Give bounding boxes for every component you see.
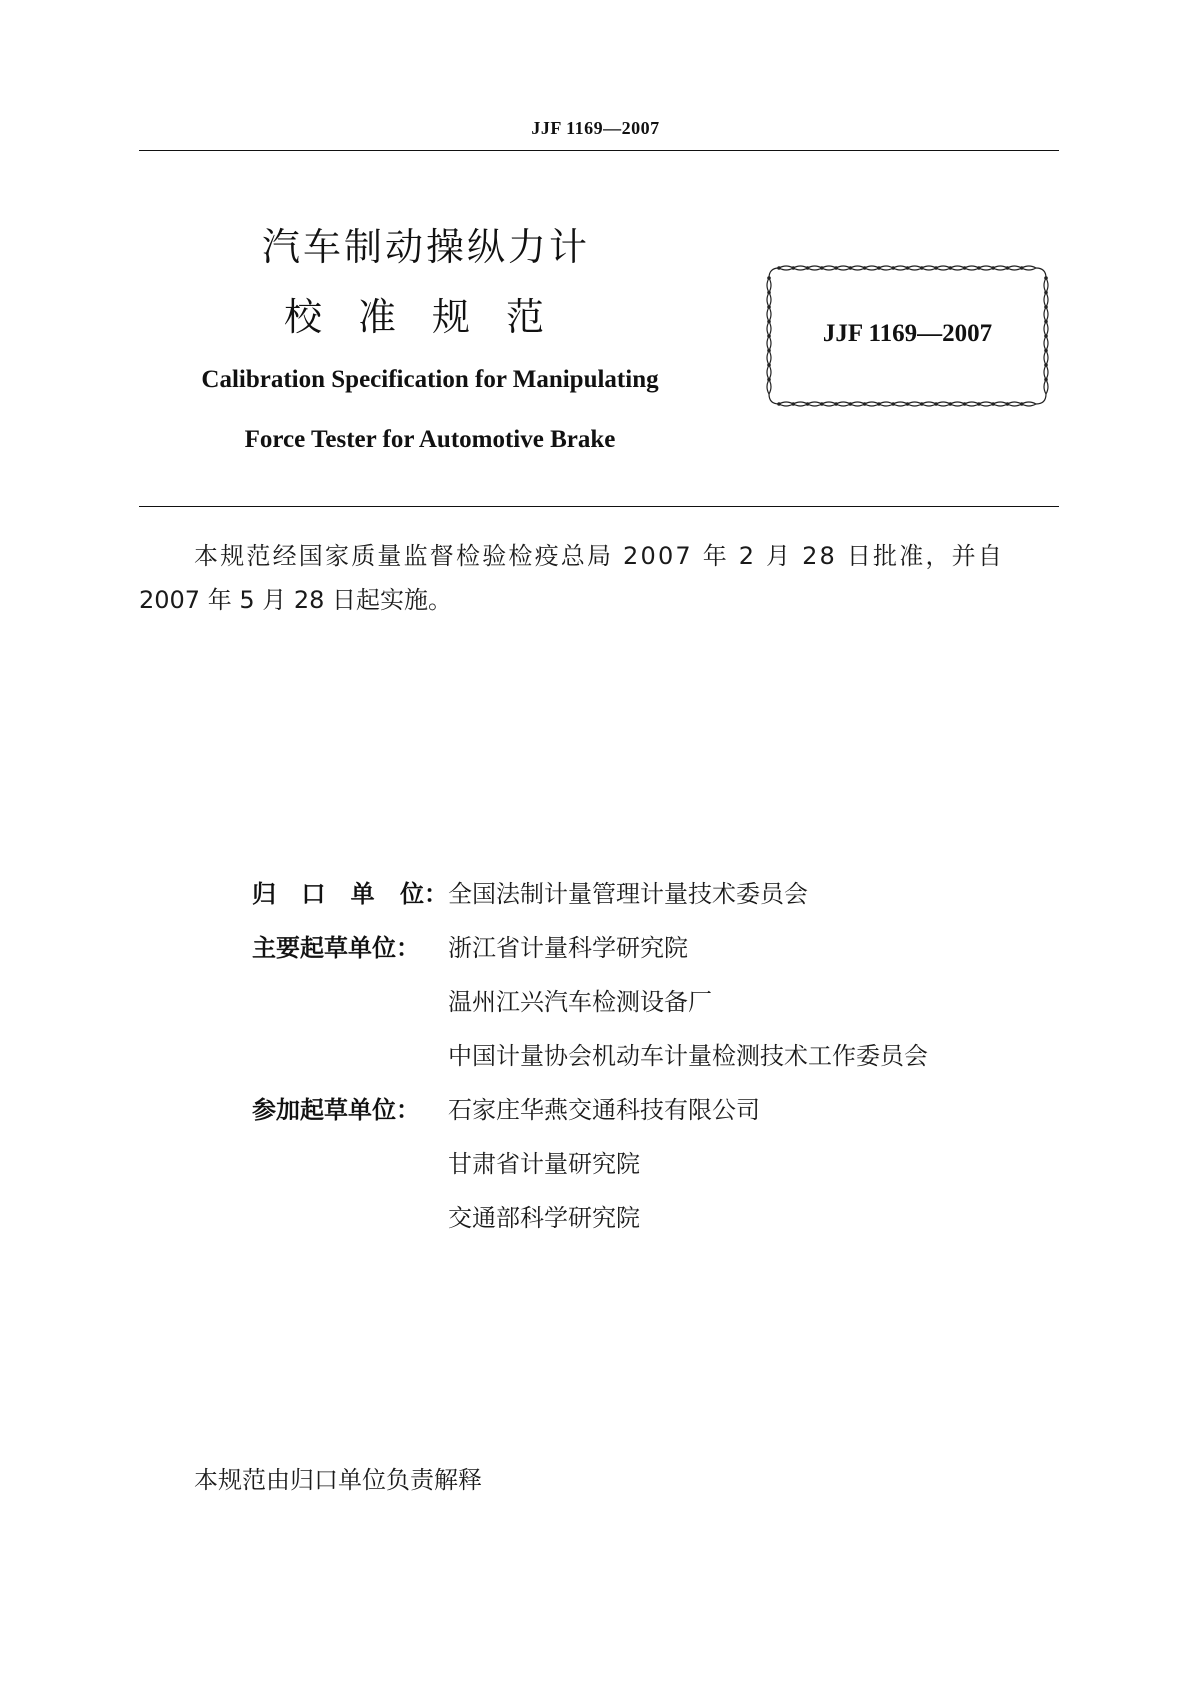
org-value: 全国法制计量管理计量技术委员会 (448, 880, 808, 908)
org-label-participating-drafters: 参加起草单位： (252, 1096, 420, 1124)
standard-code-stamp (763, 262, 1052, 410)
org-label-responsible (252, 874, 448, 909)
title-rule (139, 506, 1059, 507)
header-rule (139, 150, 1059, 151)
org-label-char: 口 (301, 880, 326, 908)
title-en-line1: Calibration Specification for Manipulating (201, 366, 659, 393)
footer-note: 本规范由归口单位负责解释 (194, 1466, 482, 1494)
org-value: 甘肃省计量研究院 (448, 1150, 640, 1178)
org-label-char: 单 (350, 880, 375, 908)
org-value: 浙江省计量科学研究院 (448, 934, 688, 962)
org-value: 中国计量协会机动车计量检测技术工作委员会 (448, 1042, 928, 1070)
org-value: 交通部科学研究院 (448, 1204, 640, 1232)
org-value: 温州江兴汽车检测设备厂 (448, 988, 712, 1016)
approval-line2: 2007 年 5 月 28 日起实施。 (139, 586, 453, 614)
title-cn-line2: 校准规范 (284, 295, 581, 339)
header-code: JJF 1169—2007 (531, 118, 660, 138)
stamp-code: JJF 1169—2007 (822, 320, 993, 347)
title-en-line2: Force Tester for Automotive Brake (244, 426, 616, 453)
org-label-char: 归 (252, 880, 276, 908)
approval-line1: 本规范经国家质量监督检验检疫总局 2007 年 2 月 28 日批准，并自 (194, 542, 1005, 570)
org-label-char: 位： (399, 880, 448, 908)
title-cn-line1: 汽车制动操纵力计 (262, 225, 591, 269)
org-value: 石家庄华燕交通科技有限公司 (448, 1096, 760, 1124)
org-label-main-drafters: 主要起草单位： (252, 934, 420, 962)
